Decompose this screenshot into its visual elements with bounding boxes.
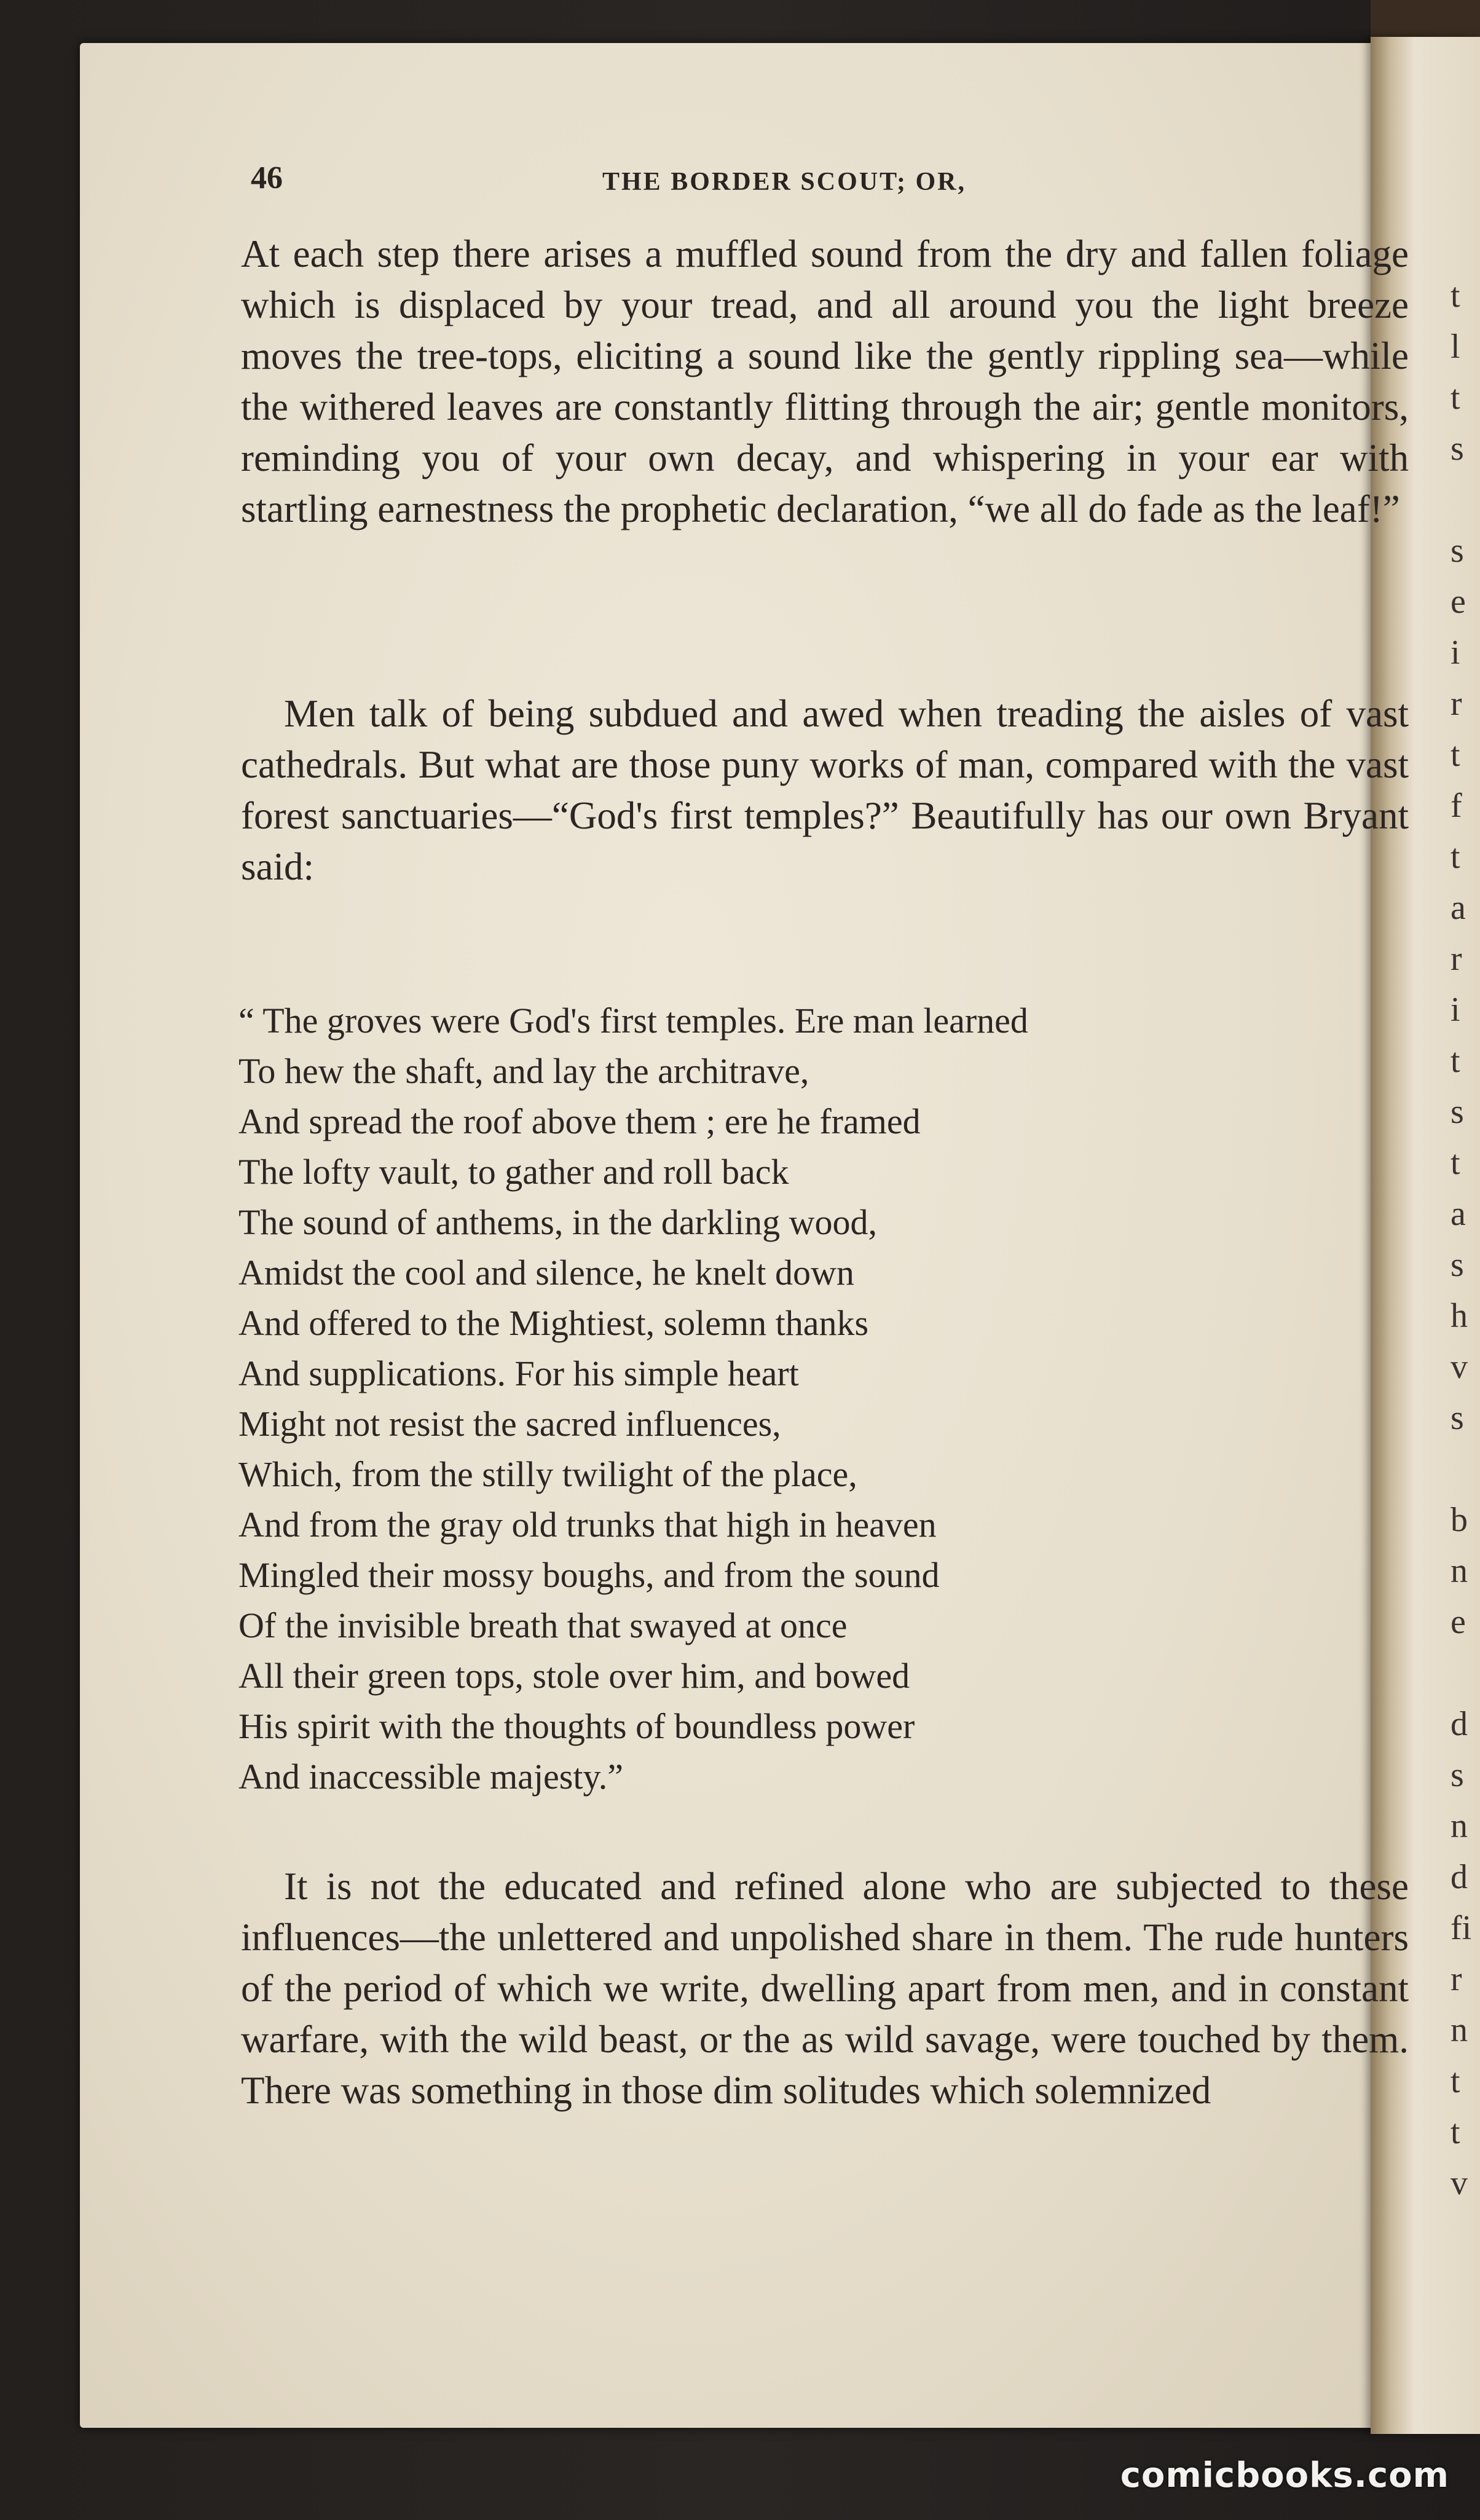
poem-line: All their green tops, stole over him, and bowed bbox=[238, 1656, 910, 1696]
poem-line: And supplications. For his simple heart bbox=[238, 1353, 799, 1393]
facing-page-letter: t bbox=[1450, 1144, 1460, 1182]
facing-page-letter: t bbox=[1450, 838, 1460, 876]
facing-page-letter: i bbox=[1450, 991, 1460, 1029]
facing-page-letter: b bbox=[1450, 1501, 1468, 1539]
paragraph-opening: At each step there arises a muffled sound from the dry and fallen foliage which is displaced by your tread, and all around you the light breeze moves the tree-tops, eliciting a sound like the gently rippling sea—while the withered leaves are constantly flitting through the air; gentle monitors, reminding you of your own decay, and whispering in your ear with startling earnestness the prophetic declaration, “we all do fade as the leaf!” bbox=[241, 232, 1409, 530]
facing-page-letter bbox=[1450, 474, 1480, 526]
facing-page-letter: n bbox=[1450, 1807, 1468, 1845]
facing-page-letter: r bbox=[1450, 685, 1462, 723]
facing-page-letter: d bbox=[1450, 1705, 1468, 1743]
poem-line: To hew the shaft, and lay the architrave, bbox=[238, 1051, 809, 1091]
facing-page-letter: s bbox=[1450, 1399, 1464, 1437]
facing-page-letter: n bbox=[1450, 2011, 1468, 2049]
poem-line: Mingled their mossy boughs, and from the sound bbox=[238, 1555, 940, 1595]
facing-page-letter: i bbox=[1450, 634, 1460, 672]
facing-page-letter: n bbox=[1450, 1552, 1468, 1590]
page-number: 46 bbox=[251, 160, 283, 195]
facing-page-letter: s bbox=[1450, 1093, 1464, 1131]
facing-page-letter: r bbox=[1450, 1960, 1462, 1998]
running-title: THE BORDER SCOUT; OR, bbox=[602, 168, 966, 196]
poem-line: Of the invisible breath that swayed at once bbox=[238, 1605, 848, 1645]
facing-page-letter: s bbox=[1450, 1246, 1464, 1284]
facing-page-letter: t bbox=[1450, 736, 1460, 774]
poem-line: Amidst the cool and silence, he knelt down bbox=[238, 1253, 854, 1293]
facing-page-letter: a bbox=[1450, 889, 1466, 927]
poem-line: Which, from the stilly twilight of the place, bbox=[238, 1454, 857, 1494]
facing-page-letter: t bbox=[1450, 277, 1460, 315]
facing-page-letter: h bbox=[1450, 1297, 1468, 1335]
facing-page-letter: r bbox=[1450, 940, 1462, 978]
poem-line: And inaccessible majesty.” bbox=[238, 1757, 623, 1797]
facing-page-letter: a bbox=[1450, 1195, 1466, 1233]
facing-page-letter: v bbox=[1450, 2164, 1468, 2202]
facing-page-letter: f bbox=[1450, 787, 1462, 825]
poem-line: And offered to the Mightiest, solemn thanks bbox=[238, 1303, 869, 1343]
facing-page-letter: l bbox=[1450, 328, 1460, 366]
book-spine bbox=[1371, 0, 1480, 37]
poem-line: “ The groves were God's first temples. Ere man learned bbox=[238, 1001, 1028, 1041]
facing-page-letter: s bbox=[1450, 430, 1464, 468]
poem-quotation bbox=[238, 996, 1419, 1802]
facing-page-letter: v bbox=[1450, 1348, 1468, 1386]
facing-page-letter: s bbox=[1450, 1756, 1464, 1794]
facing-page-letter: e bbox=[1450, 1603, 1466, 1641]
facing-page-letter: t bbox=[1450, 2062, 1460, 2100]
poem-line: His spirit with the thoughts of boundless power bbox=[238, 1706, 915, 1746]
watermark: comicbooks.com bbox=[1120, 2455, 1449, 2495]
facing-page-letter: t bbox=[1450, 379, 1460, 417]
facing-page-letter: d bbox=[1450, 1858, 1468, 1896]
facing-page-letter: t bbox=[1450, 2113, 1460, 2151]
facing-page-letter bbox=[1450, 1444, 1480, 1495]
facing-page-letter bbox=[1450, 1648, 1480, 1699]
poem-line: The lofty vault, to gather and roll back bbox=[238, 1152, 789, 1192]
poem-line: Might not resist the sacred influences, bbox=[238, 1404, 781, 1444]
poem-line: The sound of anthems, in the darkling wood, bbox=[238, 1202, 877, 1242]
facing-page-letter: fi bbox=[1450, 1909, 1472, 1947]
facing-page-letter: e bbox=[1450, 583, 1466, 621]
facing-page-letter: s bbox=[1450, 532, 1464, 570]
poem-line: And spread the roof above them ; ere he framed bbox=[238, 1101, 921, 1141]
facing-page-text-fragments bbox=[1450, 270, 1480, 2209]
poem-line: And from the gray old trunks that high in heaven bbox=[238, 1505, 937, 1545]
paragraph-cathedrals: Men talk of being subdued and awed when treading the aisles of vast cathedrals. But what are those puny works of man, compared with the vast forest sanctuaries—“God's first temples?” Beautifully has our own Bryant said: bbox=[241, 692, 1409, 888]
facing-page-letter: t bbox=[1450, 1042, 1460, 1080]
paragraph-influences: It is not the educated and refined alone who are subjected to these influences—the unlettered and unpolished share in them. The rude hunters of the period of which we write, dwelling apart from men, and in constant warfare, with the wild beast, or the as wild savage, were touched by them. There was something in those dim solitudes which solemnized bbox=[241, 1865, 1409, 2112]
